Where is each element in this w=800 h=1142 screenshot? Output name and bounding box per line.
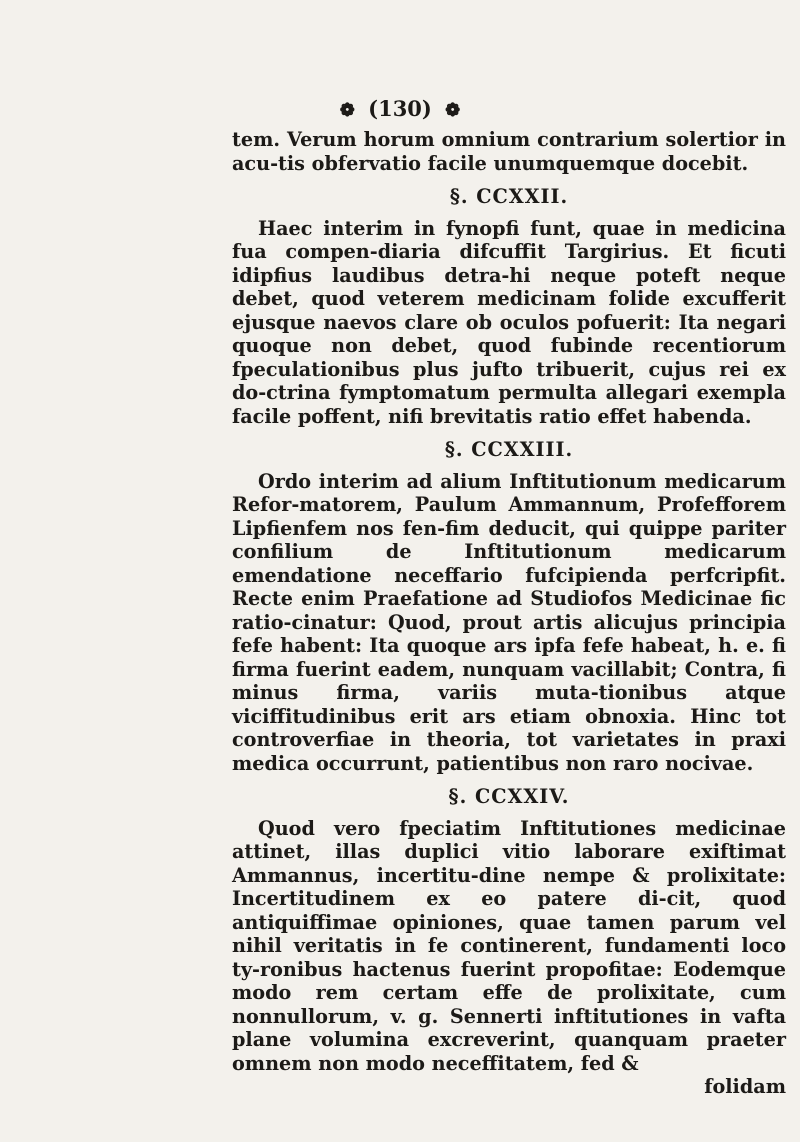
section-paragraph: Haec interim in fynopfi funt, quae in medicina fua compen-diaria difcuffit Targirius. Et ficuti idipfius laudibus detra-hi neque poteft neque debet, quod veterem medicinam folide excufferit ejusque naevos clare ob oculos pofuerit: Ita negari quoque non debet, quod fubinde recentiorum fpeculationibus plus jufto tribuerit, cujus rei ex do-ctrina fymptomatum permulta allegari exempla facile poffent, nifi brevitatis ratio effet habenda. [232,216,786,428]
page-header [0,96,800,121]
lead-paragraph: tem. Verum horum omnium contrarium solertior in acu-tis obfervatio facile unumquemque docebit. [232,128,786,175]
section-paragraph: Quod vero fpeciatim Inftitutiones medicinae attinet, illas duplici vitio laborare exiftimat Ammannus, incertitu-dine nempe & prolixitate: Incertitudinem ex eo patere di-cit, quod antiquiffimae opiniones, quae tamen parum vel nihil veritatis in fe continerent, fundamenti loco ty-ronibus hactenus fuerint propofitae: Eodemque modo rem certam effe de prolixitate, cum nonnullorum, v. g. Sennerti inftitutiones in vafta plane volumina excreverint, quanquam praeter omnem non modo neceffitatem, fed & [232,816,786,1075]
section-paragraph: Ordo interim ad alium Inftitutionum medicarum Refor-matorem, Paulum Ammannum, Profefforem Lipfienfem nos fen-fim deducit, qui quippe pariter confilium de Inftitutionum medicarum emendatione neceffario fufcipienda perfcripfit. Recte enim Praefatione ad Studiofos Medicinae fic ratio-cinatur: Quod, prout artis alicujus principia fefe habent: Ita quoque ars ipfa fefe habeat, h. e. fi firma fuerint eadem, nunquam vacillabit; Contra, fi minus firma, variis muta-tionibus atque viciffitudinibus erit ars etiam obnoxia. Hinc tot controverfiae in theoria, tot varietates in praxi medica occurrunt, patientibus non raro nocivae. [232,469,786,775]
section-heading: §. CCXXII. [449,185,569,208]
body-text [232,128,786,1099]
section-heading: §. CCXXIII. [444,438,574,461]
catchword: folidam [704,1075,786,1098]
ornament-left-icon: ❁ [339,100,355,121]
section-heading: §. CCXXIV. [448,785,570,808]
ornament-right-icon: ❁ [445,100,461,121]
page-number: (130) [368,96,432,121]
